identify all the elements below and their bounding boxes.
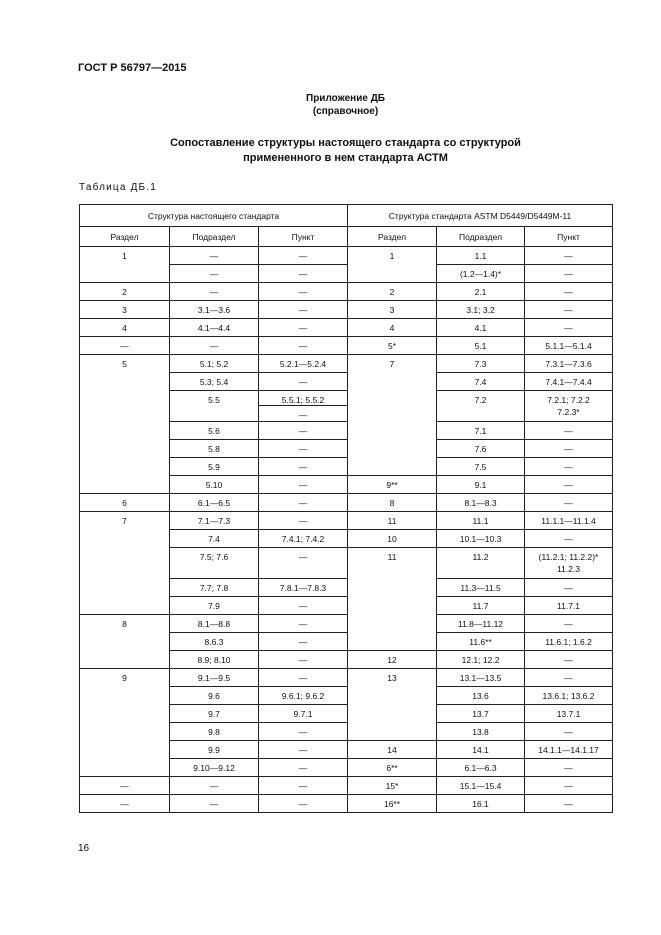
cell-item: — bbox=[259, 440, 348, 458]
table-row bbox=[80, 283, 613, 301]
cell-astm-subsection: 13.6 bbox=[437, 687, 525, 705]
table-row bbox=[80, 337, 613, 355]
cell-astm-subsection: 4.1 bbox=[437, 319, 525, 337]
table-row bbox=[80, 795, 613, 813]
cell-section: 4 bbox=[80, 319, 170, 337]
col-header-astm-subsection: Подраздел bbox=[437, 227, 525, 247]
cell-astm-subsection: 9.1 bbox=[437, 476, 525, 494]
cell-item: — bbox=[259, 597, 348, 615]
cell-astm-item: — bbox=[525, 247, 613, 265]
appendix-status: (справочное) bbox=[312, 106, 379, 117]
cell-line: 11.2.3 bbox=[557, 564, 581, 574]
cell-astm-item: — bbox=[525, 777, 613, 795]
cell-line: (11.2.1; 11.2.2)* bbox=[538, 552, 599, 562]
cell-subsection: — bbox=[170, 265, 259, 283]
cell-item: 7.8.1—7.8.3 bbox=[259, 579, 348, 597]
cell-astm-item: — bbox=[525, 319, 613, 337]
cell-astm-item: 11.7.1 bbox=[525, 597, 613, 615]
cell-astm-subsection: 7.2 bbox=[437, 391, 525, 422]
cell-astm-section: 4 bbox=[348, 319, 437, 337]
cell-item: — bbox=[259, 247, 348, 265]
cell-subsection: 9.8 bbox=[170, 723, 259, 741]
col-header-subsection: Подраздел bbox=[170, 227, 259, 247]
cell-astm-item bbox=[525, 548, 613, 579]
cell-astm-item: — bbox=[525, 301, 613, 319]
cell-subsection: 9.9 bbox=[170, 741, 259, 759]
cell-astm-item: — bbox=[525, 579, 613, 597]
cell-astm-subsection: 11.1 bbox=[437, 512, 525, 530]
cell-section: 5 bbox=[80, 355, 170, 494]
cell-subsection: — bbox=[170, 795, 259, 813]
cell-astm-item: 5.1.1—5.1.4 bbox=[525, 337, 613, 355]
cell-item: — bbox=[259, 458, 348, 476]
table-caption: Таблица ДБ.1 bbox=[79, 182, 158, 193]
cell-subsection: 7.5; 7.6 bbox=[170, 548, 259, 579]
table-body bbox=[80, 247, 613, 813]
cell-astm-subsection: 16.1 bbox=[437, 795, 525, 813]
cell-subsection: 5.6 bbox=[170, 422, 259, 440]
cell-item: — bbox=[259, 777, 348, 795]
document-code: ГОСТ Р 56797—2015 bbox=[78, 62, 187, 74]
cell-astm-section: 3 bbox=[348, 301, 437, 319]
cell-subsection: 9.1—9.5 bbox=[170, 669, 259, 687]
cell-astm-subsection: 5.1 bbox=[437, 337, 525, 355]
cell-subsection: 8.9; 8.10 bbox=[170, 651, 259, 669]
cell-item: — bbox=[259, 422, 348, 440]
col-header-astm-item: Пункт bbox=[525, 227, 613, 247]
cell-astm-subsection: (1.2—1.4)* bbox=[437, 265, 525, 283]
cell-subsection: 5.1; 5.2 bbox=[170, 355, 259, 373]
cell-astm-item: — bbox=[525, 283, 613, 301]
cell-astm-section: 15* bbox=[348, 777, 437, 795]
cell-astm-subsection: 7.5 bbox=[437, 458, 525, 476]
cell-astm-section: 10 bbox=[348, 530, 437, 548]
cell-line: 7.2.1; 7.2.2 bbox=[547, 395, 590, 405]
cell-astm-subsection: 13.1—13.5 bbox=[437, 669, 525, 687]
cell-subsection: 5.10 bbox=[170, 476, 259, 494]
cell-astm-subsection: 11.3—11.5 bbox=[437, 579, 525, 597]
cell-item: — bbox=[259, 512, 348, 530]
cell-item: 9.7.1 bbox=[259, 705, 348, 723]
cell-subsection: 5.5 bbox=[170, 391, 259, 422]
cell-subsection: 6.1—6.5 bbox=[170, 494, 259, 512]
cell-astm-item: — bbox=[525, 494, 613, 512]
cell-astm-section: 1 bbox=[348, 247, 437, 283]
cell-item: — bbox=[259, 795, 348, 813]
cell-astm-subsection: 13.7 bbox=[437, 705, 525, 723]
cell-item: 5.2.1—5.2.4 bbox=[259, 355, 348, 373]
cell-item: — bbox=[259, 759, 348, 777]
cell-astm-section: 12 bbox=[348, 651, 437, 669]
cell-astm-subsection: 10.1—10.3 bbox=[437, 530, 525, 548]
table-row bbox=[80, 319, 613, 337]
cell-astm-item: — bbox=[525, 476, 613, 494]
cell-section: — bbox=[80, 337, 170, 355]
col-header-item: Пункт bbox=[259, 227, 348, 247]
section-title-line-2: примененного в нем стандарта АСТМ bbox=[243, 152, 448, 164]
cell-item: — bbox=[259, 651, 348, 669]
cell-astm-subsection: 7.1 bbox=[437, 422, 525, 440]
cell-line: 7.2.3* bbox=[557, 407, 580, 417]
cell-section: — bbox=[80, 777, 170, 795]
cell-astm-item: — bbox=[525, 530, 613, 548]
cell-section: 6 bbox=[80, 494, 170, 512]
right-group-header: Структура стандарта ASTM D5449/D5449M-11 bbox=[348, 205, 613, 227]
cell-astm-item: — bbox=[525, 669, 613, 687]
cell-subsection: 5.8 bbox=[170, 440, 259, 458]
cell-item: — bbox=[259, 669, 348, 687]
left-group-header: Структура настоящего стандарта bbox=[80, 205, 348, 227]
cell-astm-item: 13.7.1 bbox=[525, 705, 613, 723]
cell-subsection: — bbox=[170, 337, 259, 355]
table-row bbox=[80, 247, 613, 265]
cell-astm-item: — bbox=[525, 458, 613, 476]
cell-subsection: 7.7; 7.8 bbox=[170, 579, 259, 597]
cell-astm-item: 14.1.1—14.1.17 bbox=[525, 741, 613, 759]
cell-astm-item: — bbox=[525, 723, 613, 741]
cell-item: — bbox=[259, 319, 348, 337]
table-row bbox=[80, 355, 613, 373]
table-row bbox=[80, 494, 613, 512]
cell-astm-item: — bbox=[525, 651, 613, 669]
col-header-section: Раздел bbox=[80, 227, 170, 247]
appendix-label: Приложение ДБ bbox=[306, 93, 385, 104]
cell-section: 8 bbox=[80, 615, 170, 669]
cell-section: 3 bbox=[80, 301, 170, 319]
cell-astm-subsection: 11.6** bbox=[437, 633, 525, 651]
cell-item: — bbox=[259, 723, 348, 741]
cell-item: — bbox=[259, 615, 348, 633]
cell-section: — bbox=[80, 795, 170, 813]
cell-item: — bbox=[259, 337, 348, 355]
cell-item: — bbox=[259, 373, 348, 391]
cell-astm-subsection: 11.8—11.12 bbox=[437, 615, 525, 633]
cell-item: — bbox=[259, 283, 348, 301]
cell-subsection: 7.4 bbox=[170, 530, 259, 548]
cell-astm-item: — bbox=[525, 795, 613, 813]
cell-astm-item: 7.3.1—7.3.6 bbox=[525, 355, 613, 373]
cell-astm-item: — bbox=[525, 759, 613, 777]
cell-astm-subsection: 7.6 bbox=[437, 440, 525, 458]
cell-astm-section: 6** bbox=[348, 759, 437, 777]
cell-astm-subsection: 11.7 bbox=[437, 597, 525, 615]
cell-astm-subsection: 13.8 bbox=[437, 723, 525, 741]
table-group-header bbox=[80, 205, 613, 227]
cell-astm-item: 7.4.1—7.4.4 bbox=[525, 373, 613, 391]
cell-astm-subsection: 14.1 bbox=[437, 741, 525, 759]
col-header-astm-section: Раздел bbox=[348, 227, 437, 247]
section-title bbox=[80, 136, 611, 166]
cell-astm-item: 11.6.1; 1.6.2 bbox=[525, 633, 613, 651]
cell-astm-section: 13 bbox=[348, 669, 437, 741]
cell-astm-subsection: 11.2 bbox=[437, 548, 525, 579]
cell-section: 7 bbox=[80, 512, 170, 615]
cell-astm-subsection: 2.1 bbox=[437, 283, 525, 301]
cell-subsection: 8.6.3 bbox=[170, 633, 259, 651]
cell-item bbox=[259, 391, 348, 422]
cell-astm-item bbox=[525, 391, 613, 422]
cell-astm-item: — bbox=[525, 440, 613, 458]
cell-astm-section: 11 bbox=[348, 548, 437, 651]
cell-astm-section: 7 bbox=[348, 355, 437, 476]
cell-astm-item: 13.6.1; 13.6.2 bbox=[525, 687, 613, 705]
cell-astm-item: 11.1.1—11.1.4 bbox=[525, 512, 613, 530]
cell-subsection: — bbox=[170, 283, 259, 301]
cell-astm-subsection: 7.4 bbox=[437, 373, 525, 391]
cell-subsection: 4.1—4.4 bbox=[170, 319, 259, 337]
cell-item: — bbox=[259, 494, 348, 512]
cell-subsection: — bbox=[170, 777, 259, 795]
table-row bbox=[80, 669, 613, 687]
cell-astm-item: — bbox=[525, 422, 613, 440]
cell-line: 5.5.1; 5.5.2 bbox=[259, 391, 347, 406]
cell-item: 7.4.1; 7.4.2 bbox=[259, 530, 348, 548]
cell-astm-subsection: 8.1—8.3 bbox=[437, 494, 525, 512]
cell-item: — bbox=[259, 476, 348, 494]
cell-item: — bbox=[259, 301, 348, 319]
cell-subsection: 9.6 bbox=[170, 687, 259, 705]
cell-subsection: 9.7 bbox=[170, 705, 259, 723]
cell-astm-subsection: 6.1—6.3 bbox=[437, 759, 525, 777]
cell-subsection: 9.10—9.12 bbox=[170, 759, 259, 777]
cell-line: — bbox=[298, 410, 308, 420]
cell-astm-section: 5* bbox=[348, 337, 437, 355]
cell-section: 2 bbox=[80, 283, 170, 301]
appendix-heading bbox=[80, 92, 611, 118]
structure-comparison-table bbox=[79, 204, 613, 813]
cell-subsection: 5.9 bbox=[170, 458, 259, 476]
page-number: 16 bbox=[78, 843, 90, 854]
cell-astm-section: 14 bbox=[348, 741, 437, 759]
cell-subsection: 7.1—7.3 bbox=[170, 512, 259, 530]
cell-astm-section: 2 bbox=[348, 283, 437, 301]
cell-astm-subsection: 7.3 bbox=[437, 355, 525, 373]
cell-astm-section: 16** bbox=[348, 795, 437, 813]
cell-item: — bbox=[259, 265, 348, 283]
cell-item: — bbox=[259, 741, 348, 759]
cell-subsection: 8.1—8.8 bbox=[170, 615, 259, 633]
cell-subsection: 3.1—3.6 bbox=[170, 301, 259, 319]
cell-astm-item: — bbox=[525, 615, 613, 633]
cell-section: 1 bbox=[80, 247, 170, 283]
cell-astm-subsection: 12.1; 12.2 bbox=[437, 651, 525, 669]
cell-subsection: 5.3; 5.4 bbox=[170, 373, 259, 391]
cell-astm-section: 8 bbox=[348, 494, 437, 512]
table-row bbox=[80, 615, 613, 633]
cell-astm-subsection: 15.1—15.4 bbox=[437, 777, 525, 795]
cell-subsection: — bbox=[170, 247, 259, 265]
cell-astm-section: 11 bbox=[348, 512, 437, 530]
cell-astm-item: — bbox=[525, 265, 613, 283]
table-row bbox=[80, 301, 613, 319]
cell-item: — bbox=[259, 633, 348, 651]
cell-section: 9 bbox=[80, 669, 170, 777]
cell-astm-section: 9** bbox=[348, 476, 437, 494]
cell-subsection: 7.9 bbox=[170, 597, 259, 615]
table-column-header bbox=[80, 227, 613, 247]
cell-astm-subsection: 1.1 bbox=[437, 247, 525, 265]
table-row bbox=[80, 512, 613, 530]
cell-astm-subsection: 3.1; 3.2 bbox=[437, 301, 525, 319]
section-title-line-1: Сопоставление структуры настоящего стандарта со структурой bbox=[170, 137, 521, 149]
cell-item: 9.6.1; 9.6.2 bbox=[259, 687, 348, 705]
cell-item: — bbox=[259, 548, 348, 579]
table-row bbox=[80, 777, 613, 795]
